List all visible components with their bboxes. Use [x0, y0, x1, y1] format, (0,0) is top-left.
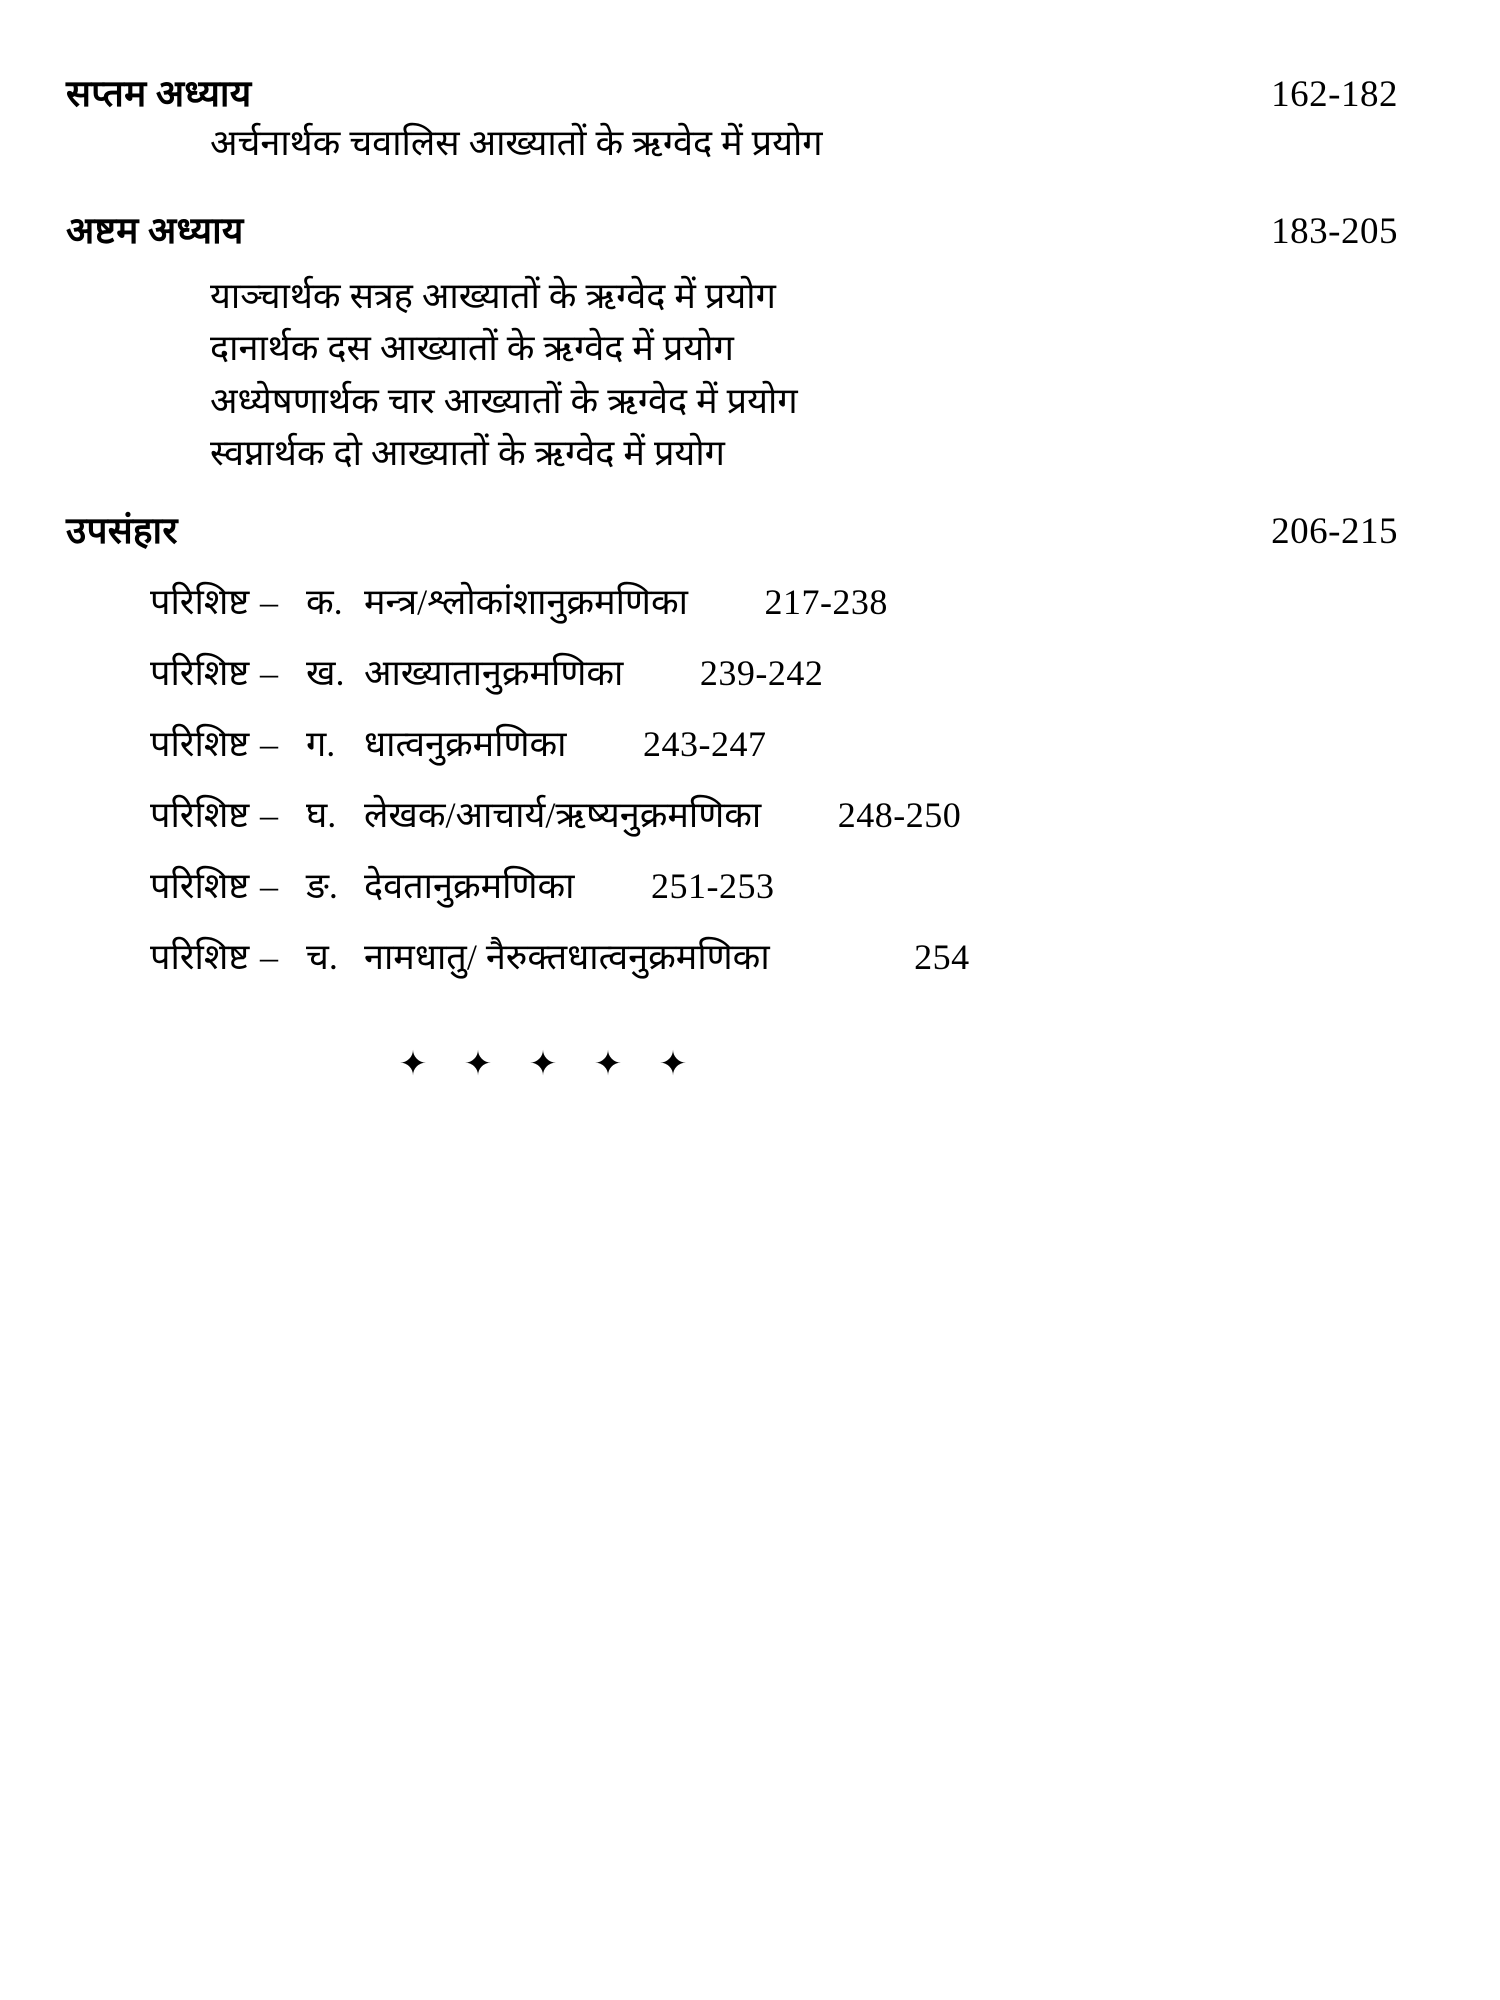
chapter-title: उपसंहार	[66, 510, 178, 552]
chapter-subline: याञ्चार्थक सत्रह आख्यातों के ऋग्वेद में प्रयोग	[210, 276, 776, 317]
appendix-row	[60, 931, 1460, 980]
appendix-page-range: 217-238	[764, 581, 888, 622]
appendix-title: आख्यातानुक्रमणिका	[364, 652, 624, 693]
spacer	[60, 169, 1460, 195]
appendix-dash: –	[260, 652, 278, 693]
appendix-row	[60, 789, 1460, 838]
appendix-dash: –	[260, 794, 278, 835]
chapter-title: अष्टम अध्याय	[66, 211, 244, 253]
appendix-letter: च.	[306, 936, 338, 977]
appendix-label: परिशिष्ट	[150, 581, 250, 622]
toc-entry-conclusion	[60, 503, 1460, 554]
appendix-label: परिशिष्ट	[150, 936, 250, 977]
toc-entry-chapter-8	[60, 203, 1460, 479]
appendix-dash: –	[260, 581, 278, 622]
chapter-subline: अध्येषणार्थक चार आख्यातों के ऋग्वेद में प्रयोग	[210, 380, 798, 421]
appendix-title: देवतानुक्रमणिका	[364, 865, 575, 906]
table-of-contents	[60, 40, 1460, 1084]
appendix-dash: –	[260, 865, 278, 906]
appendix-page-range: 243-247	[643, 723, 767, 764]
appendix-letter: ख.	[306, 652, 345, 693]
chapter-subline: स्वप्नार्थक दो आख्यातों के ऋग्वेद में प्रयोग	[210, 432, 725, 473]
appendix-row	[60, 647, 1460, 696]
appendix-letter: ग.	[306, 723, 336, 764]
chapter-heading-row	[60, 203, 1460, 254]
appendix-page-range: 251-253	[650, 865, 775, 906]
appendix-title: धात्वनुक्रमणिका	[364, 723, 567, 764]
appendix-page-range: 239-242	[699, 652, 824, 693]
spacer	[60, 479, 1460, 495]
appendix-letter: क.	[306, 581, 343, 622]
chapter-page-range: 162-182	[1271, 74, 1398, 115]
appendix-label: परिशिष्ट	[150, 865, 250, 906]
appendix-row	[60, 718, 1460, 767]
appendix-label: परिशिष्ट	[150, 794, 250, 835]
chapter-heading-row	[60, 66, 1460, 117]
appendix-title: नामधातु/ नैरुक्तधात्वनुक्रमणिका	[364, 936, 770, 977]
spacer	[60, 254, 1460, 270]
chapter-subline: अर्चनार्थक चवालिस आख्यातों के ऋग्वेद में प्रयोग	[210, 123, 823, 163]
appendix-letter: ङ.	[306, 865, 338, 906]
chapter-page-range: 183-205	[1271, 211, 1398, 253]
appendix-page-range: 254	[914, 936, 970, 977]
toc-entry-chapter-7	[60, 66, 1460, 169]
appendix-dash: –	[260, 723, 278, 764]
appendix-letter: घ.	[306, 794, 337, 835]
appendix-label: परिशिष्ट	[150, 723, 250, 764]
appendix-list	[60, 576, 1460, 980]
appendix-title: मन्त्र/श्लोकांशानुक्रमणिका	[364, 581, 688, 622]
appendix-dash: –	[260, 936, 278, 977]
chapter-heading-row	[60, 503, 1460, 554]
chapter-subline: दानार्थक दस आख्यातों के ऋग्वेद में प्रयोग	[210, 328, 734, 369]
chapter-page-range: 206-215	[1271, 510, 1398, 552]
appendix-row	[60, 576, 1460, 625]
ornament-divider: ✦ ✦ ✦ ✦ ✦	[398, 1045, 702, 1083]
appendix-row	[60, 860, 1460, 909]
appendix-page-range: 248-250	[837, 794, 962, 835]
appendix-title: लेखक/आचार्य/ऋष्यनुक्रमणिका	[364, 794, 762, 835]
chapter-title: सप्तम अध्याय	[66, 74, 252, 115]
appendix-label: परिशिष्ट	[150, 652, 250, 693]
